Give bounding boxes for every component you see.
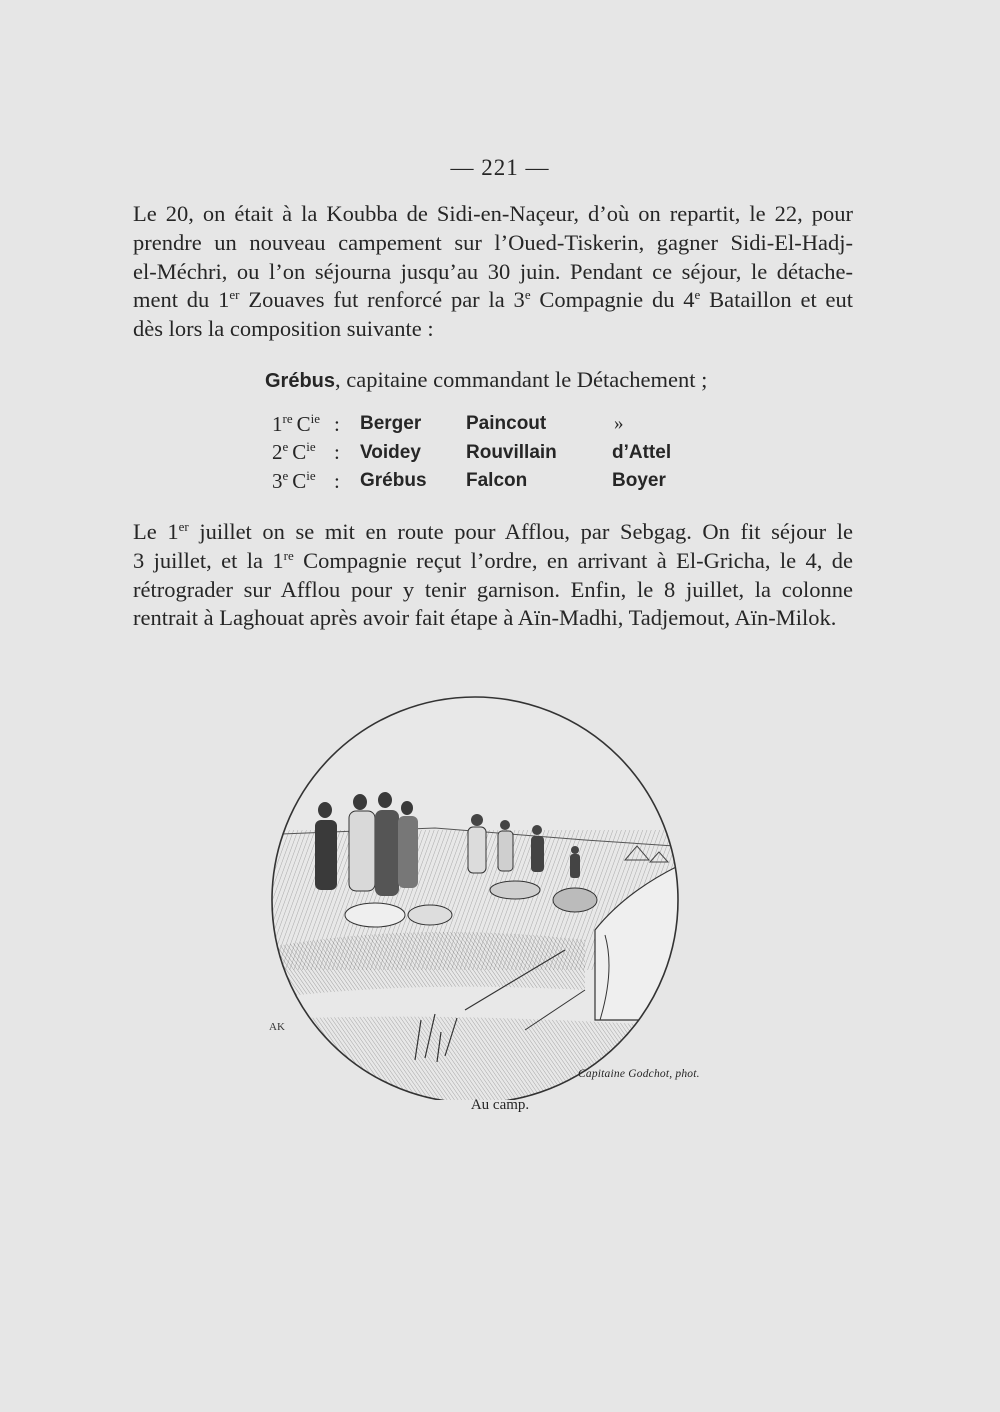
company-number bbox=[272, 410, 334, 439]
superscript: re bbox=[283, 547, 294, 563]
photo-credit: Capitaine Godchot, phot. bbox=[578, 1068, 700, 1080]
paragraph-2 bbox=[133, 518, 853, 633]
superscript: e bbox=[694, 287, 701, 303]
text-run: juillet on se mit en route pour Afflou, par Sebgag. On fit séjour le bbox=[188, 519, 853, 544]
paragraph-1 bbox=[133, 200, 853, 344]
superscript: er bbox=[178, 519, 189, 534]
text-line: Le 20, on était à la Koubba de Sidi-en-Naçeur, d’où on repartit, le 22, pour bbox=[133, 201, 853, 226]
text-run: rentrait à Laghouat après avoir fait étape à Aïn-Madhi, Tadjemout, Aïn-Milok. bbox=[133, 605, 837, 631]
officer-name: d’Attel bbox=[612, 441, 672, 463]
colon: : bbox=[334, 440, 340, 465]
text-line bbox=[133, 547, 853, 576]
text-line: prendre un nouveau campement sur l’Oued-Tiskerin, gagner Sidi-El-Hadj- bbox=[133, 229, 853, 255]
text-line bbox=[133, 576, 853, 605]
detachment-commander bbox=[265, 366, 707, 395]
colon: : bbox=[334, 411, 340, 436]
company-label-part: 1 bbox=[272, 411, 283, 436]
illustration-caption: Au camp. bbox=[470, 1097, 530, 1113]
commander-title: , capitaine commandant le Détachement ; bbox=[335, 367, 708, 392]
text-run: Bataillon et eut bbox=[700, 287, 854, 313]
officer-name: Paincout bbox=[466, 413, 547, 435]
artist-monogram: AK bbox=[269, 1021, 285, 1033]
colon: : bbox=[334, 468, 340, 493]
superscript: e bbox=[524, 287, 531, 303]
company-label-part: C bbox=[292, 468, 307, 493]
text-run: Compagnie du 4 bbox=[530, 287, 695, 313]
company-label-part: e bbox=[282, 467, 289, 483]
text-line: dès lors la composition suivante : bbox=[133, 316, 434, 342]
officer-name: Rouvillain bbox=[466, 441, 557, 463]
company-label-part: ie bbox=[310, 410, 321, 426]
company-number bbox=[272, 439, 334, 468]
company-row bbox=[272, 467, 694, 496]
company-label-part: e bbox=[282, 439, 289, 455]
officer-name: Falcon bbox=[466, 470, 528, 492]
officer-name: Berger bbox=[360, 413, 422, 435]
company-label-part: 3 bbox=[272, 468, 283, 493]
officer-name: Boyer bbox=[612, 470, 666, 492]
company-number bbox=[272, 467, 334, 496]
company-label-part: re bbox=[282, 410, 293, 426]
superscript: er bbox=[229, 287, 240, 303]
text-line bbox=[133, 604, 853, 633]
company-label-part: C bbox=[296, 411, 311, 436]
company-row bbox=[272, 410, 694, 439]
camp-engraving bbox=[255, 690, 735, 1100]
text-run: Compagnie reçut l’ordre, en arrivant à El-Gricha, le 4, de bbox=[293, 547, 854, 573]
officer-name: Grébus bbox=[360, 470, 427, 492]
text-line: el-Méchri, ou l’on séjourna jusqu’au 30 juin. Pendant ce séjour, le détache- bbox=[133, 258, 853, 284]
company-label-part: 2 bbox=[272, 440, 283, 465]
text-run: rétrograder sur Afflou pour y tenir garnison. Enfin, le 8 juillet, la colonne bbox=[133, 576, 853, 602]
company-label-part: C bbox=[292, 440, 307, 465]
officer-name: » bbox=[614, 413, 624, 435]
text-line bbox=[133, 286, 853, 315]
page-number: — 221 — bbox=[450, 155, 550, 180]
company-table bbox=[272, 410, 694, 496]
text-run: 3 juillet, et la 1 bbox=[133, 547, 284, 573]
text-run: Le 1 bbox=[133, 519, 179, 544]
company-label-part: ie bbox=[306, 439, 316, 455]
text-line bbox=[133, 518, 853, 547]
text-run: Zouaves fut renforcé par la 3 bbox=[239, 287, 525, 313]
company-row bbox=[272, 439, 694, 468]
text-run: ment du 1 bbox=[133, 287, 230, 313]
commander-name: Grébus bbox=[265, 370, 336, 392]
officer-name: Voidey bbox=[360, 441, 421, 463]
company-label-part: ie bbox=[306, 467, 316, 483]
